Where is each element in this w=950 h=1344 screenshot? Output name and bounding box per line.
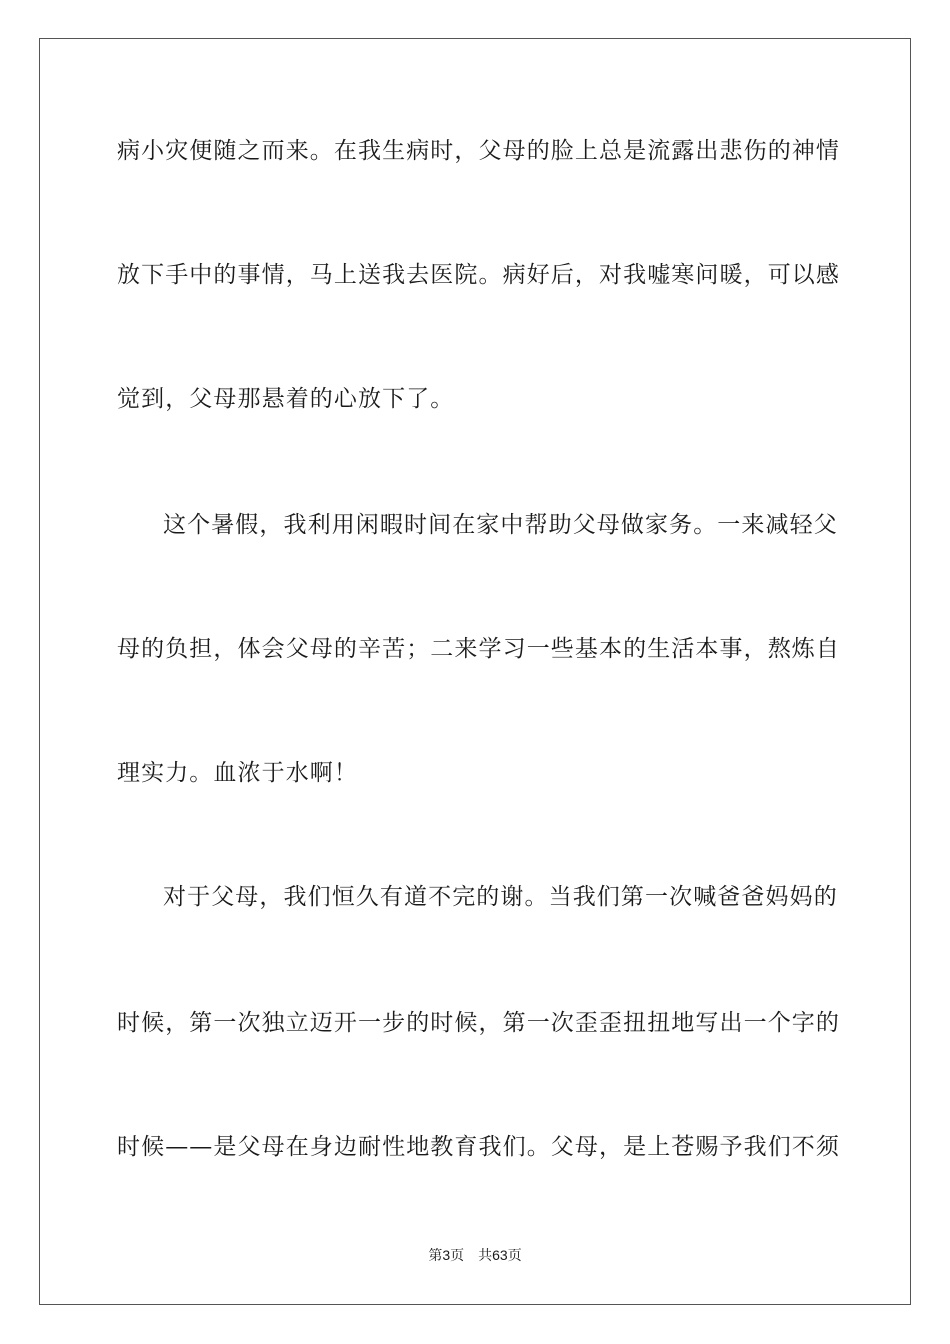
total-label-suffix: 页 [507,1248,522,1264]
page-number: 3 [442,1247,451,1263]
text-line-3: 觉到，父母那悬着的心放下了。 [117,386,455,412]
text-line-5: 母的负担，体会父母的辛苦；二来学习一些基本的生活本事，熬炼自 [117,636,840,662]
text-line-2: 放下手中的事情，马上送我去医院。病好后，对我嘘寒问暖，可以感 [117,262,840,288]
text-line-7: 对于父母，我们恒久有道不完的谢。当我们第一次喊爸爸妈妈的 [163,884,838,910]
page-label-suffix: 页 [450,1248,465,1264]
text-line-8: 时候，第一次独立迈开一步的时候，第一次歪歪扭扭地写出一个字的 [117,1010,840,1036]
page-border [39,38,911,1305]
page-footer [0,1246,950,1265]
total-pages: 63 [492,1247,508,1263]
text-line-1: 病小灾便随之而来。在我生病时，父母的脸上总是流露出悲伤的神情 [117,138,840,164]
text-line-6: 理实力。血浓于水啊！ [117,760,358,786]
text-line-9: 时候——是父母在身边耐性地教育我们。父母，是上苍赐予我们不须 [117,1134,840,1160]
total-label-prefix: 共 [478,1248,493,1264]
page-label-prefix: 第 [428,1248,443,1264]
text-line-4: 这个暑假，我利用闲暇时间在家中帮助父母做家务。一来减轻父 [163,512,838,538]
